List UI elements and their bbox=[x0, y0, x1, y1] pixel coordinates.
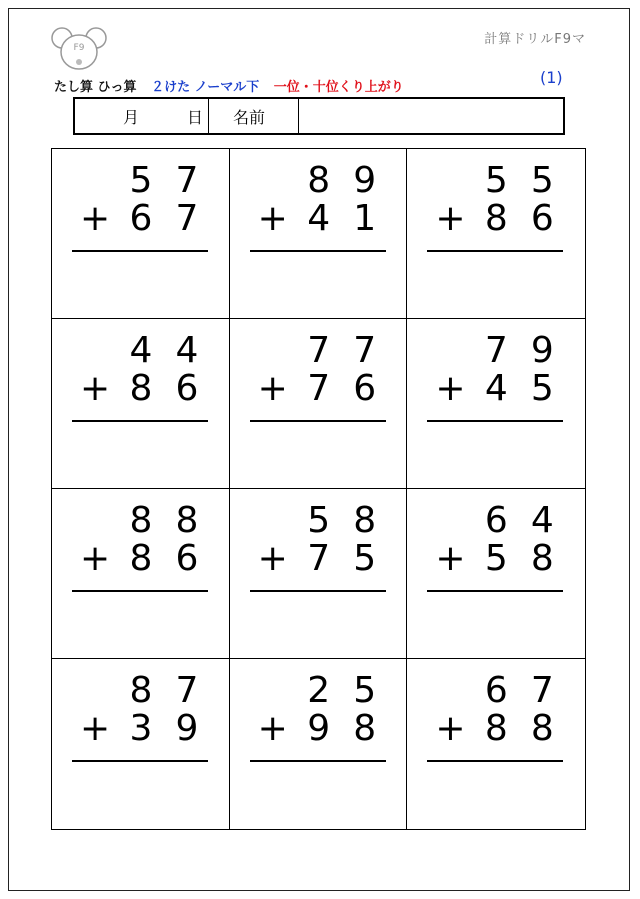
addend-tens-digit: 4 bbox=[484, 368, 508, 409]
plus-sign: + bbox=[257, 708, 288, 749]
addend-tens-digit: 5 bbox=[129, 160, 153, 201]
name-label: 名前 bbox=[209, 99, 299, 133]
addend-tens-digit: 4 bbox=[129, 330, 153, 371]
plus-sign: + bbox=[80, 198, 111, 239]
addend-ones-digit: 8 bbox=[353, 708, 377, 749]
addend-ones-digit: 7 bbox=[530, 670, 554, 711]
addend-ones-digit: 6 bbox=[530, 198, 554, 239]
addend-ones-digit: 9 bbox=[175, 708, 199, 749]
addend-tens-digit: 8 bbox=[307, 160, 331, 201]
problem-cell[interactable] bbox=[407, 319, 585, 489]
addend-tens-digit: 2 bbox=[307, 670, 331, 711]
addend-tens-digit: 3 bbox=[129, 708, 153, 749]
mascot-badge: F9 bbox=[73, 43, 85, 53]
addend-ones-digit: 4 bbox=[530, 500, 554, 541]
answer-line bbox=[427, 590, 563, 592]
addend-ones-digit: 7 bbox=[175, 160, 199, 201]
addend-tens-digit: 8 bbox=[129, 670, 153, 711]
addend-tens-digit: 5 bbox=[484, 160, 508, 201]
answer-line bbox=[250, 590, 386, 592]
answer-line bbox=[427, 420, 563, 422]
addend-ones-digit: 1 bbox=[353, 198, 377, 239]
addend-ones-digit: 6 bbox=[175, 368, 199, 409]
problem-cell[interactable] bbox=[230, 659, 408, 829]
heading-level: ２けた ノーマル下 bbox=[151, 80, 260, 95]
addend-tens-digit: 7 bbox=[484, 330, 508, 371]
addend-ones-digit: 6 bbox=[175, 538, 199, 579]
plus-sign: + bbox=[80, 368, 111, 409]
answer-line bbox=[427, 760, 563, 762]
answer-line bbox=[250, 250, 386, 252]
problem-cell[interactable] bbox=[230, 489, 408, 659]
answer-line bbox=[250, 420, 386, 422]
problem-grid bbox=[51, 148, 586, 830]
date-field[interactable] bbox=[75, 99, 209, 133]
answer-line bbox=[72, 590, 208, 592]
addend-tens-digit: 8 bbox=[484, 708, 508, 749]
problem-cell[interactable] bbox=[230, 319, 408, 489]
plus-sign: + bbox=[435, 198, 466, 239]
addend-ones-digit: 7 bbox=[353, 330, 377, 371]
addend-ones-digit: 4 bbox=[175, 330, 199, 371]
problem-cell[interactable] bbox=[407, 149, 585, 319]
month-label: 月 bbox=[123, 107, 140, 127]
addend-tens-digit: 6 bbox=[484, 500, 508, 541]
addend-ones-digit: 7 bbox=[175, 670, 199, 711]
addend-ones-digit: 5 bbox=[353, 538, 377, 579]
problem-cell[interactable] bbox=[407, 489, 585, 659]
worksheet-heading bbox=[54, 76, 414, 95]
addend-tens-digit: 8 bbox=[129, 368, 153, 409]
problem-cell[interactable] bbox=[230, 149, 408, 319]
addend-ones-digit: 9 bbox=[530, 330, 554, 371]
plus-sign: + bbox=[80, 708, 111, 749]
addend-tens-digit: 8 bbox=[129, 538, 153, 579]
addend-ones-digit: 8 bbox=[530, 538, 554, 579]
addend-tens-digit: 4 bbox=[307, 198, 331, 239]
plus-sign: + bbox=[80, 538, 111, 579]
sheet-number: (1) bbox=[540, 68, 563, 87]
addend-tens-digit: 8 bbox=[129, 500, 153, 541]
addend-ones-digit: 6 bbox=[353, 368, 377, 409]
problem-cell[interactable] bbox=[52, 659, 230, 829]
answer-line bbox=[427, 250, 563, 252]
addend-ones-digit: 7 bbox=[175, 198, 199, 239]
addend-ones-digit: 8 bbox=[353, 500, 377, 541]
addend-tens-digit: 9 bbox=[307, 708, 331, 749]
addend-tens-digit: 7 bbox=[307, 538, 331, 579]
plus-sign: + bbox=[257, 368, 288, 409]
problem-cell[interactable] bbox=[407, 659, 585, 829]
heading-type: 一位・十位くり上がり bbox=[273, 80, 404, 95]
addend-ones-digit: 5 bbox=[530, 160, 554, 201]
addend-tens-digit: 7 bbox=[307, 368, 331, 409]
addend-tens-digit: 6 bbox=[484, 670, 508, 711]
problem-cell[interactable] bbox=[52, 489, 230, 659]
plus-sign: + bbox=[257, 198, 288, 239]
addend-tens-digit: 7 bbox=[307, 330, 331, 371]
mouse-face-icon bbox=[50, 26, 108, 72]
problem-cell[interactable] bbox=[52, 149, 230, 319]
addend-tens-digit: 5 bbox=[307, 500, 331, 541]
answer-line bbox=[72, 250, 208, 252]
problem-cell[interactable] bbox=[52, 319, 230, 489]
addend-ones-digit: 8 bbox=[530, 708, 554, 749]
plus-sign: + bbox=[435, 368, 466, 409]
answer-line bbox=[72, 420, 208, 422]
addend-tens-digit: 5 bbox=[484, 538, 508, 579]
brand-label: 計算ドリルF9マ bbox=[484, 32, 586, 47]
answer-line bbox=[250, 760, 386, 762]
heading-category: たし算 ひっ算 bbox=[54, 80, 137, 95]
name-date-box bbox=[73, 97, 565, 135]
plus-sign: + bbox=[435, 538, 466, 579]
addend-ones-digit: 9 bbox=[353, 160, 377, 201]
addend-ones-digit: 5 bbox=[530, 368, 554, 409]
addend-tens-digit: 6 bbox=[129, 198, 153, 239]
addend-ones-digit: 8 bbox=[175, 500, 199, 541]
plus-sign: + bbox=[435, 708, 466, 749]
answer-line bbox=[72, 760, 208, 762]
plus-sign: + bbox=[257, 538, 288, 579]
day-label: 日 bbox=[187, 107, 204, 127]
addend-ones-digit: 5 bbox=[353, 670, 377, 711]
addend-tens-digit: 8 bbox=[484, 198, 508, 239]
